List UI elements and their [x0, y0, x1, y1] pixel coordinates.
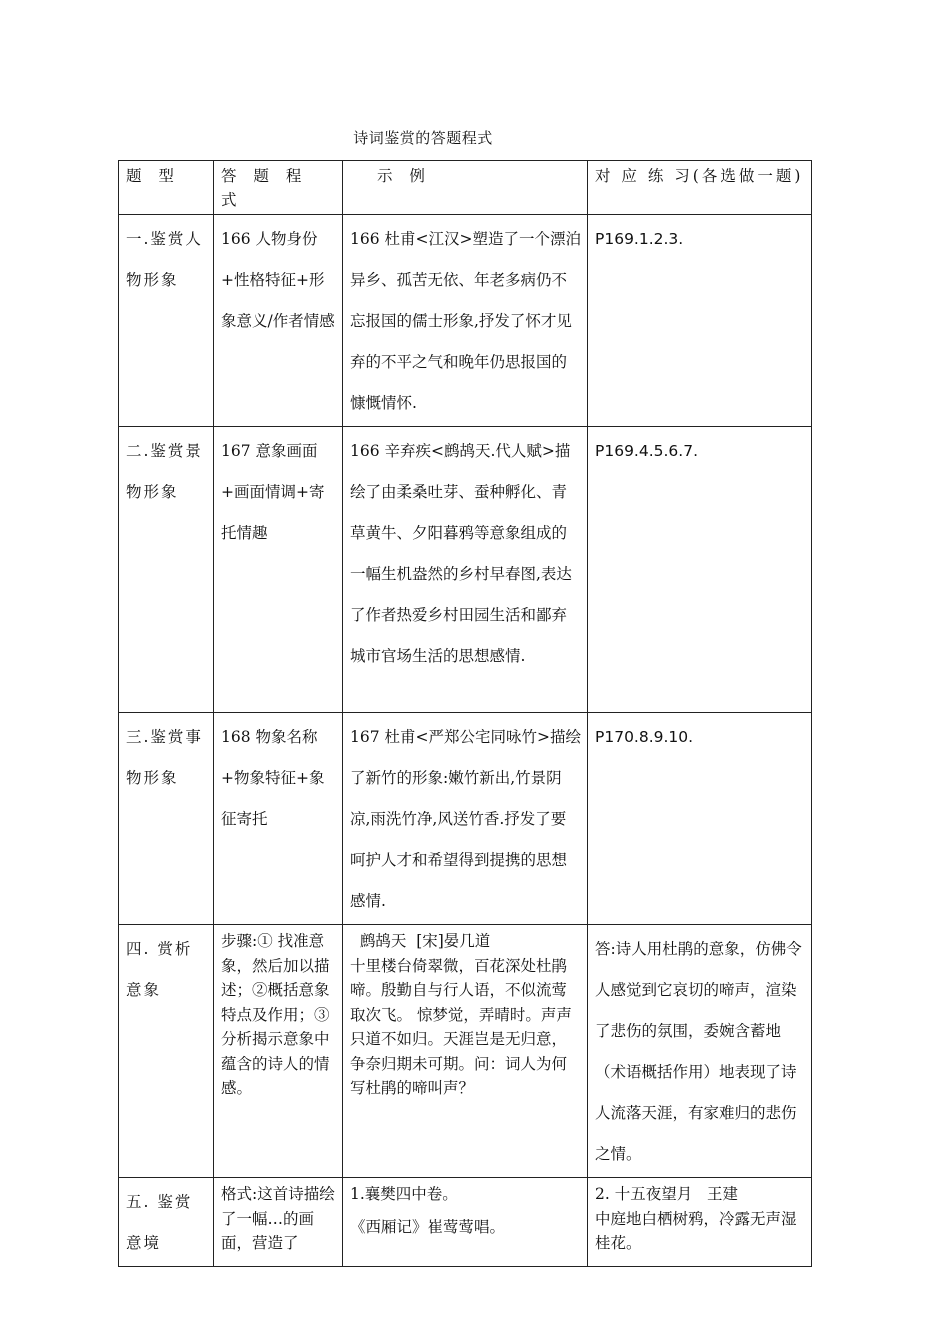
answer-format-table: [118, 160, 812, 1267]
row-exercise-cell: [588, 1178, 812, 1267]
header-method: 答 题 程 式: [214, 161, 343, 215]
row-type: 五. 鉴赏意境: [119, 1178, 214, 1267]
table-row: [119, 713, 812, 925]
row-example: 166 杜甫<江汉>塑造了一个漂泊异乡、孤苦无依、年老多病仍不忘报国的儒士形象,抒发了怀才见弃的不平之气和晚年仍思报国的慷慨情怀.: [343, 215, 588, 427]
example-line: 1.襄樊四中卷。: [350, 1185, 458, 1203]
exercise-text: 中庭地白栖树鸦，冷露无声湿桂花。: [595, 1209, 797, 1252]
header-type: 题 型: [119, 161, 214, 215]
row-exercise: P169.1.2.3.: [588, 215, 812, 427]
row-exercise: P169.4.5.6.7.: [588, 427, 812, 713]
row-method: 166 人物身份+性格特征+形象意义/作者情感: [214, 215, 343, 427]
page-title: 诗词鉴赏的答题程式: [353, 129, 493, 147]
table-header-row: [119, 161, 812, 215]
row-type: 四. 赏析意象: [119, 925, 214, 1178]
row-method: 步骤:① 找准意象，然后加以描述；②概括意象特点及作用；③分析揭示意象中蕴含的诗人的情感。: [214, 925, 343, 1178]
row-example-cell: [343, 1178, 588, 1267]
table-row: [119, 1178, 812, 1267]
table-row: [119, 925, 812, 1178]
row-method: 格式:这首诗描绘了一幅…的画面，营造了: [214, 1178, 343, 1267]
header-exercise: 对 应 练 习(各选做一题): [588, 161, 812, 215]
example-line: 《西厢记》崔莺莺唱。: [350, 1217, 506, 1236]
header-example: 示 例: [343, 161, 588, 215]
row-exercise: 答:诗人用杜鹃的意象，仿佛令人感觉到它哀切的啼声，渲染了悲伤的氛围，委婉含蓄地（术语概括作用）地表现了诗人流落天涯，有家难归的悲伤之情。: [588, 925, 812, 1178]
row-example: 166 辛弃疾<鹧鸪天.代人赋>描绘了由柔桑吐芽、蚕种孵化、青草黄牛、夕阳暮鸦等意象组成的一幅生机盎然的乡村早春图,表达了作者热爱乡村田园生活和鄙弃城市官场生活的思想感情.: [343, 427, 588, 713]
row-type: 一.鉴赏人物形象: [119, 215, 214, 427]
row-example: 167 杜甫<严郑公宅同咏竹>描绘了新竹的形象:嫩竹新出,竹景阴凉,雨洗竹净,风送竹香.抒发了要呵护人才和希望得到提携的思想感情.: [343, 713, 588, 925]
row-example-cell: [343, 925, 588, 1178]
poem-text: 十里楼台倚翠微，百花深处杜鹃啼。殷勤自与行人语，不似流莺取次飞。 惊梦觉，弄晴时。声声只道不如归。天涯岂是无归意，争奈归期未可期。问：词人为何写杜鹃的啼叫声？: [350, 956, 572, 1097]
row-exercise: P170.8.9.10.: [588, 713, 812, 925]
row-method: 168 物象名称+物象特征+象征寄托: [214, 713, 343, 925]
poem-title: 鹧鸪天 [宋]晏几道: [350, 932, 491, 950]
table-row: [119, 215, 812, 427]
row-type: 三.鉴赏事物形象: [119, 713, 214, 925]
exercise-title: 2. 十五夜望月 王建: [595, 1185, 738, 1203]
row-type: 二.鉴赏景物形象: [119, 427, 214, 713]
table-row: [119, 427, 812, 713]
row-method: 167 意象画面+画面情调+寄托情趣: [214, 427, 343, 713]
